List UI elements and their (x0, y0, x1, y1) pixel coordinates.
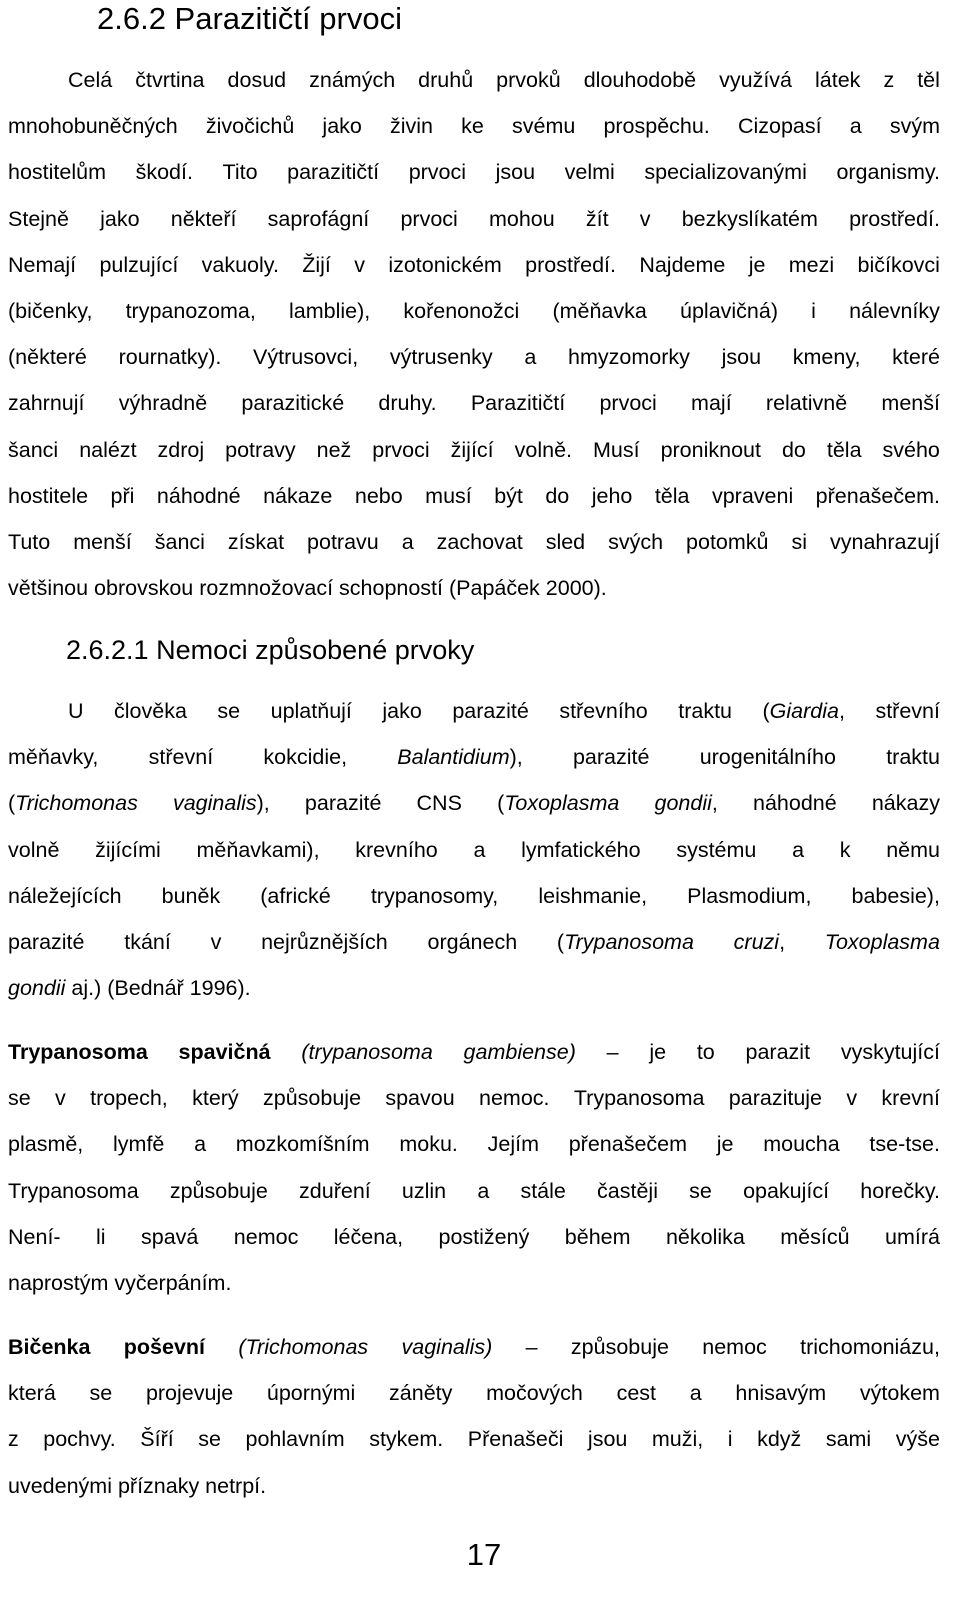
word: parazité (304, 791, 382, 816)
word: (Trichomonas (8, 791, 138, 816)
word: Žijí (302, 252, 331, 277)
word: žijícími (95, 837, 161, 862)
text-line (8, 149, 940, 195)
word: vaginalis) (401, 1335, 493, 1359)
word: – (525, 1335, 538, 1359)
text-line (8, 965, 940, 1011)
word: člověka (114, 699, 187, 723)
word: parazité (572, 745, 650, 770)
word: Musí (592, 437, 640, 462)
word: náhodné (156, 483, 241, 508)
text-line (8, 873, 940, 919)
word: přenašečem (568, 1132, 688, 1157)
word: se (689, 1178, 712, 1203)
word: způsobuje (263, 1086, 362, 1111)
word: Trypanosoma (573, 1086, 705, 1111)
word: Najdeme (639, 252, 726, 277)
word: spavičná (178, 1040, 271, 1064)
word: izotonickém (388, 252, 502, 277)
word: těl (917, 68, 940, 92)
word: Stejně (8, 206, 69, 231)
word: parazité (8, 929, 85, 954)
word: němu (886, 837, 940, 862)
text-line (8, 196, 940, 242)
word: (trypanosoma (301, 1040, 433, 1064)
word: a (473, 837, 486, 862)
word: trypanosomy, (370, 883, 499, 908)
text-line (8, 288, 940, 334)
word: CNS (416, 791, 462, 816)
word: relativně (765, 391, 848, 416)
text-line (8, 1324, 940, 1370)
word: cruzi, (733, 929, 786, 954)
word: vyskytující (840, 1040, 940, 1064)
word: traktu (886, 745, 940, 770)
word: (bičenky, (8, 298, 93, 323)
word: trichomoniázu, (800, 1335, 940, 1359)
word: do (781, 437, 806, 462)
word: uzlin (401, 1178, 447, 1203)
italic-term: gondii (8, 976, 66, 1001)
word: Přenašeči (467, 1427, 564, 1452)
word: těla (654, 483, 690, 508)
word: (Giardia, (762, 699, 845, 723)
word: buněk (161, 883, 221, 908)
word: úplavičná) (680, 298, 778, 323)
word: pulzující (99, 252, 179, 277)
word: střevní (148, 745, 214, 770)
word: nemoc (233, 1224, 299, 1249)
word: záněty (389, 1381, 453, 1406)
word: plasmě, (8, 1132, 84, 1157)
trypanosoma-paragraph (8, 1029, 940, 1306)
word: se (8, 1086, 31, 1111)
word: traktu (678, 699, 733, 723)
word: střevního (559, 699, 648, 723)
word: menší (881, 391, 940, 416)
word: Tito (222, 160, 258, 185)
word: zachovat (436, 529, 523, 554)
word: prvoci (372, 437, 430, 462)
word: babesie), (851, 883, 940, 908)
text-line (8, 242, 940, 288)
word: náležejících (8, 883, 122, 908)
word: prvoci (400, 206, 458, 231)
word: mnohobuněčných (8, 114, 178, 139)
word: li (96, 1224, 106, 1249)
word: těla (826, 437, 862, 462)
word: látek (815, 68, 861, 92)
word: v (55, 1086, 66, 1111)
word: nebo (354, 483, 403, 508)
text-line (8, 57, 940, 103)
word: prvoci (599, 391, 657, 416)
word: organismy. (836, 160, 940, 185)
page-number: 17 (466, 1537, 502, 1572)
word: hnisavým (735, 1381, 827, 1406)
word: parazité (452, 699, 529, 723)
word: v (639, 206, 651, 231)
word: šanci (8, 437, 59, 462)
word: které (892, 345, 940, 370)
trichomonas-paragraph (8, 1324, 940, 1509)
word: léčena, (333, 1224, 404, 1249)
word: z (883, 68, 895, 92)
word: (Trypanosoma (556, 929, 694, 954)
word: se (198, 1427, 221, 1452)
word: spavá (140, 1224, 199, 1249)
word: parazituje (728, 1086, 823, 1111)
word: menší (73, 529, 132, 554)
text-line (8, 427, 940, 473)
word: výhradně (118, 391, 208, 416)
word: potravy (225, 437, 296, 462)
word: urogenitálního (699, 745, 836, 770)
text-line (8, 1214, 940, 1260)
text-line (8, 473, 940, 519)
word: do (545, 483, 570, 508)
word: úpornými (266, 1381, 356, 1406)
word: – (606, 1040, 619, 1064)
word: vpraveni (711, 483, 794, 508)
word: lymfatického (521, 837, 641, 862)
word: saprofágní (267, 206, 370, 231)
word: U (68, 699, 84, 723)
word: i (727, 1427, 733, 1452)
word: jsou (721, 345, 762, 370)
word: Šíří (140, 1427, 174, 1452)
text-line (8, 919, 940, 965)
word: zdroj (157, 437, 205, 462)
word: prvoků (496, 68, 561, 92)
word: jako (100, 206, 140, 231)
word: měňavkami), (196, 837, 320, 862)
word: nákaze (263, 483, 333, 508)
word: muži, (651, 1427, 704, 1452)
word: Trypanosoma (8, 1040, 148, 1064)
word: způsobuje (570, 1335, 669, 1359)
word: vakuoly. (201, 252, 279, 277)
word: Balantidium), (397, 745, 523, 770)
word: velmi (564, 160, 615, 185)
word: Trypanosoma (8, 1178, 139, 1203)
word: Cizopasí (737, 114, 822, 139)
line-group (8, 1075, 940, 1306)
word: volně (8, 837, 60, 862)
word: měsíců (780, 1224, 850, 1249)
word: a (524, 345, 537, 370)
word: zduření (299, 1178, 371, 1203)
word: tse-tse. (869, 1132, 940, 1157)
word: je (716, 1132, 734, 1157)
word: systému (676, 837, 757, 862)
word: v (354, 252, 365, 277)
word: žijící (450, 437, 494, 462)
word: zahrnují (8, 391, 85, 416)
word: volně. (514, 437, 572, 462)
word: výtrusenky (389, 345, 493, 370)
text-span: aj.) (Bednář 1996). (65, 976, 251, 1001)
word: (africké (260, 883, 331, 908)
word: svému (511, 114, 576, 139)
word: gambiense) (463, 1040, 576, 1064)
word: močových (486, 1381, 583, 1406)
word: která (8, 1381, 56, 1406)
word: mohou (488, 206, 555, 231)
word: několika (665, 1224, 745, 1249)
word: žít (585, 206, 609, 231)
word: parazit (745, 1040, 811, 1064)
word: Nemají (8, 252, 77, 277)
text-line (8, 827, 940, 873)
word: když (757, 1427, 802, 1452)
word: v (210, 929, 222, 954)
word: mezi (788, 252, 835, 277)
text-line: naprostým vyčerpáním. (8, 1270, 232, 1295)
diseases-paragraph (8, 688, 940, 1011)
word: nejrůznějších (261, 929, 388, 954)
word: známých (309, 68, 396, 92)
word: mají (691, 391, 732, 416)
word: kokcidie, (263, 745, 348, 770)
word: se (217, 699, 241, 723)
word: častěji (597, 1178, 658, 1203)
text-line (8, 334, 940, 380)
word: výše (895, 1427, 940, 1452)
word: hostitele (8, 483, 89, 508)
word: moucha (763, 1132, 840, 1157)
word: Toxoplasma (824, 929, 940, 954)
word: někteří (170, 206, 237, 231)
word: uplatňují (270, 699, 352, 723)
word: si (791, 529, 808, 554)
word: Není- (8, 1224, 61, 1249)
section-heading: 2.6.2 Parazitičtí prvoci (97, 1, 402, 36)
word: poševní (123, 1335, 206, 1359)
word: a (477, 1178, 490, 1203)
word: během (564, 1224, 631, 1249)
word: krevního (355, 837, 438, 862)
word: i (811, 298, 816, 323)
word: vynahrazují (829, 529, 940, 554)
word: pochvy. (43, 1427, 116, 1452)
word: dosud (227, 68, 287, 92)
word: prostředí. (525, 252, 616, 277)
word: využívá (719, 68, 793, 92)
word: leishmanie, (538, 883, 648, 908)
word: nalézt (79, 437, 137, 462)
word: druhů (418, 68, 474, 92)
word: Bičenka (8, 1335, 91, 1359)
word: horečky. (860, 1178, 940, 1203)
word: sami (825, 1427, 872, 1452)
word: kmeny, (792, 345, 861, 370)
word: postižený (438, 1224, 530, 1249)
word: proniknout (660, 437, 761, 462)
word: Jejím (487, 1132, 539, 1157)
text-line: většinou obrovskou rozmnožovací schopností (Papáček 2000). (8, 576, 607, 601)
word: stykem. (369, 1427, 444, 1452)
word: kořenonožci (403, 298, 520, 323)
word: vaginalis), (172, 791, 270, 816)
word: spavou (385, 1086, 455, 1111)
word: jsou (587, 1427, 628, 1452)
word: než (316, 437, 352, 462)
word: hostitelům (8, 160, 106, 185)
text-line (8, 688, 940, 734)
word: pohlavním (245, 1427, 345, 1452)
text-line (8, 1075, 940, 1121)
text-line (8, 1029, 940, 1075)
word: který (192, 1086, 239, 1111)
word: rournatky). (118, 345, 222, 370)
word: svého (882, 437, 940, 462)
word: musí (425, 483, 472, 508)
word: při (110, 483, 135, 508)
word: projevuje (145, 1381, 234, 1406)
word: nemoc. (479, 1086, 550, 1111)
word: živočichů (205, 114, 295, 139)
word: gondii, (654, 791, 718, 816)
word: z (8, 1427, 19, 1452)
text-line (8, 734, 940, 780)
word: orgánech (427, 929, 518, 954)
word: umírá (885, 1224, 940, 1249)
text-line (8, 1121, 940, 1167)
word: dlouhodobě (583, 68, 697, 92)
word: a (401, 529, 414, 554)
word: jeho (591, 483, 633, 508)
word: škodí. (135, 160, 193, 185)
word: lamblie), (288, 298, 371, 323)
word: jako (382, 699, 422, 723)
word: nákazy (871, 791, 940, 816)
word: (Toxoplasma (497, 791, 620, 816)
word: bičíkovci (857, 252, 940, 277)
word: (Trichomonas (238, 1335, 369, 1359)
word: k (839, 837, 851, 862)
word: opakující (743, 1178, 830, 1203)
text-line (8, 1370, 940, 1416)
word: cest (616, 1381, 657, 1406)
word: potomků (686, 529, 769, 554)
word: prvoci (408, 160, 467, 185)
word: specializovanými (644, 160, 807, 185)
word: čtvrtina (135, 68, 205, 92)
word: střevní (875, 699, 940, 723)
word: prostředí. (849, 206, 940, 231)
word: tkání (124, 929, 171, 954)
word: Tuto (8, 529, 51, 554)
text-line (8, 380, 940, 426)
word: (některé (8, 345, 87, 370)
word: nemoc (702, 1335, 767, 1359)
word: moku. (399, 1132, 458, 1157)
word: jako (322, 114, 362, 139)
word: a (689, 1381, 702, 1406)
word: v (846, 1086, 858, 1111)
word: bezkyslíkatém (681, 206, 818, 231)
word: jsou (495, 160, 536, 185)
line-group (8, 1370, 940, 1509)
word: parazitické (241, 391, 345, 416)
word: parazitičtí (287, 160, 380, 185)
text-line (8, 1416, 940, 1462)
text-line: uvedenými příznaky netrpí. (8, 1473, 267, 1498)
word: svým (889, 114, 940, 139)
word: živin (390, 114, 434, 139)
word: výtokem (859, 1381, 940, 1406)
word: trypanozoma, (125, 298, 256, 323)
word: svých (608, 529, 664, 554)
word: druhy. (378, 391, 437, 416)
word: a (792, 837, 805, 862)
word: lymfě (113, 1132, 165, 1157)
word: ke (461, 114, 484, 139)
word: získat (227, 529, 285, 554)
word: způsobuje (169, 1178, 268, 1203)
word: tropech, (90, 1086, 168, 1111)
word: nálevníky (849, 298, 940, 323)
word: prospěchu. (603, 114, 710, 139)
text-line (8, 780, 940, 826)
word: šanci (154, 529, 205, 554)
word: náhodné (753, 791, 837, 816)
word: (měňavka (552, 298, 647, 323)
word: to (696, 1040, 715, 1064)
word: stále (520, 1178, 566, 1203)
word: Parazitičtí (470, 391, 566, 416)
word: je (649, 1040, 667, 1064)
word: a (849, 114, 862, 139)
word: měňavky, (8, 745, 99, 770)
word: a (194, 1132, 207, 1157)
word: Celá (68, 68, 113, 92)
word: hmyzomorky (568, 345, 690, 370)
subsection-heading: 2.6.2.1 Nemoci způsobené prvoky (66, 635, 475, 665)
word: Výtrusovci, (253, 345, 359, 370)
text-line (8, 103, 940, 149)
word: je (748, 252, 766, 277)
word: potravu (307, 529, 379, 554)
word: Plasmodium, (687, 883, 812, 908)
word: se (89, 1381, 113, 1406)
text-line (8, 1168, 940, 1214)
text-line (8, 519, 940, 565)
word: krevní (881, 1086, 940, 1111)
intro-paragraph (8, 57, 940, 611)
word: přenašečem. (815, 483, 940, 508)
word: být (494, 483, 523, 508)
word: mozkomíšním (235, 1132, 370, 1157)
word: sled (545, 529, 586, 554)
